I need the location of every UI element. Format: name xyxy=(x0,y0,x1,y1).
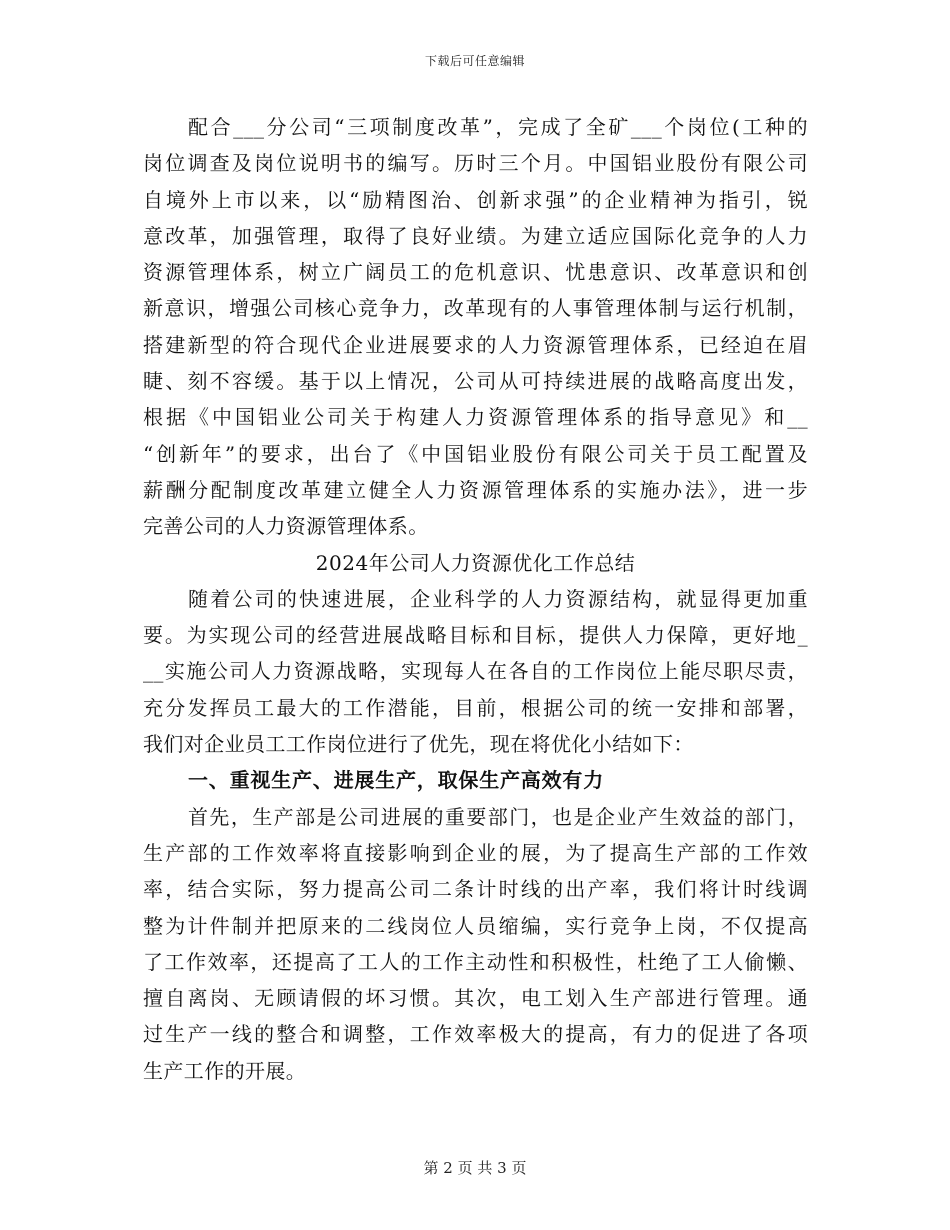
paragraph-intro xyxy=(143,109,808,545)
page-number: 第 2 页 共 3 页 xyxy=(423,1159,527,1177)
section-heading: 一、重视生产、进展生产，取保生产高效有力 xyxy=(188,768,604,793)
text-line: “创新年”的要求，出台了《中国铝业股份有限公司关于员工配置及 xyxy=(143,441,808,466)
text-line: 过生产一线的整合和调整，工作效率极大的提高，有力的促进了各项 xyxy=(143,1022,808,1047)
text-line: 配合___分公司“三项制度改革”，完成了全矿___个岗位(工种的 xyxy=(188,115,808,139)
text-line: 整为计件制并把原来的二线岗位人员缩编，实行竞争上岗，不仅提高 xyxy=(143,913,808,938)
page-header-note: 下载后可任意编辑 xyxy=(424,54,525,68)
text-line: 要。为实现公司的经营进展战略目标和目标，提供人力保障，更好地_ xyxy=(143,623,808,648)
text-line: 完善公司的人力资源管理体系。 xyxy=(143,514,429,539)
text-line: 首先，生产部是公司进展的重要部门，也是企业产生效益的部门， xyxy=(188,804,808,829)
text-line: 我们对企业员工工作岗位进行了优先，现在将优化小结如下： xyxy=(143,732,694,757)
text-line: 搭建新型的符合现代企业进展要求的人力资源管理体系，已经迫在眉 xyxy=(143,332,808,357)
document-title: 2024年公司人力资源优化工作总结 xyxy=(315,550,636,575)
paragraph-overview xyxy=(143,581,808,762)
document-body xyxy=(143,109,808,1089)
text-line: 新意识，增强公司核心竞争力，改革现有的人事管理体制与运行机制， xyxy=(143,296,808,321)
text-line: 自境外上市以来，以“励精图治、创新求强”的企业精神为指引，锐 xyxy=(143,187,808,212)
text-line: 率，结合实际，努力提高公司二条计时线的出产率，我们将计时线调 xyxy=(143,877,808,902)
text-line: 睫、刻不容缓。基于以上情况，公司从可持续进展的战略高度出发， xyxy=(143,369,808,394)
text-line: 根据《中国铝业公司关于构建人力资源管理体系的指导意见》和__ xyxy=(143,405,808,430)
text-line: 资源管理体系，树立广阔员工的危机意识、忧患意识、改革意识和创 xyxy=(143,260,808,285)
text-line: 生产工作的开展。 xyxy=(143,1058,307,1083)
text-line: 擅自离岗、无顾请假的坏习惯。其次，电工划入生产部进行管理。通 xyxy=(143,986,808,1011)
text-line: 充分发挥员工最大的工作潜能，目前，根据公司的统一安排和部署， xyxy=(143,695,808,720)
text-line: 了工作效率，还提高了工人的工作主动性和积极性，杜绝了工人偷懒、 xyxy=(143,949,808,974)
paragraph-production xyxy=(143,799,808,1089)
text-line: 薪酬分配制度改革建立健全人力资源管理体系的实施办法》，进一步 xyxy=(143,477,808,502)
text-line: 生产部的工作效率将直接影响到企业的展，为了提高生产部的工作效 xyxy=(143,840,808,865)
text-line: 岗位调查及岗位说明书的编写。历时三个月。中国铝业股份有限公司 xyxy=(143,151,808,176)
text-line: 意改革，加强管理，取得了良好业绩。为建立适应国际化竞争的人力 xyxy=(143,223,808,248)
text-line: __实施公司人力资源战略，实现每人在各自的工作岗位上能尽职尽责， xyxy=(143,659,808,684)
text-line: 随着公司的快速进展，企业科学的人力资源结构，就显得更加重 xyxy=(188,586,808,611)
